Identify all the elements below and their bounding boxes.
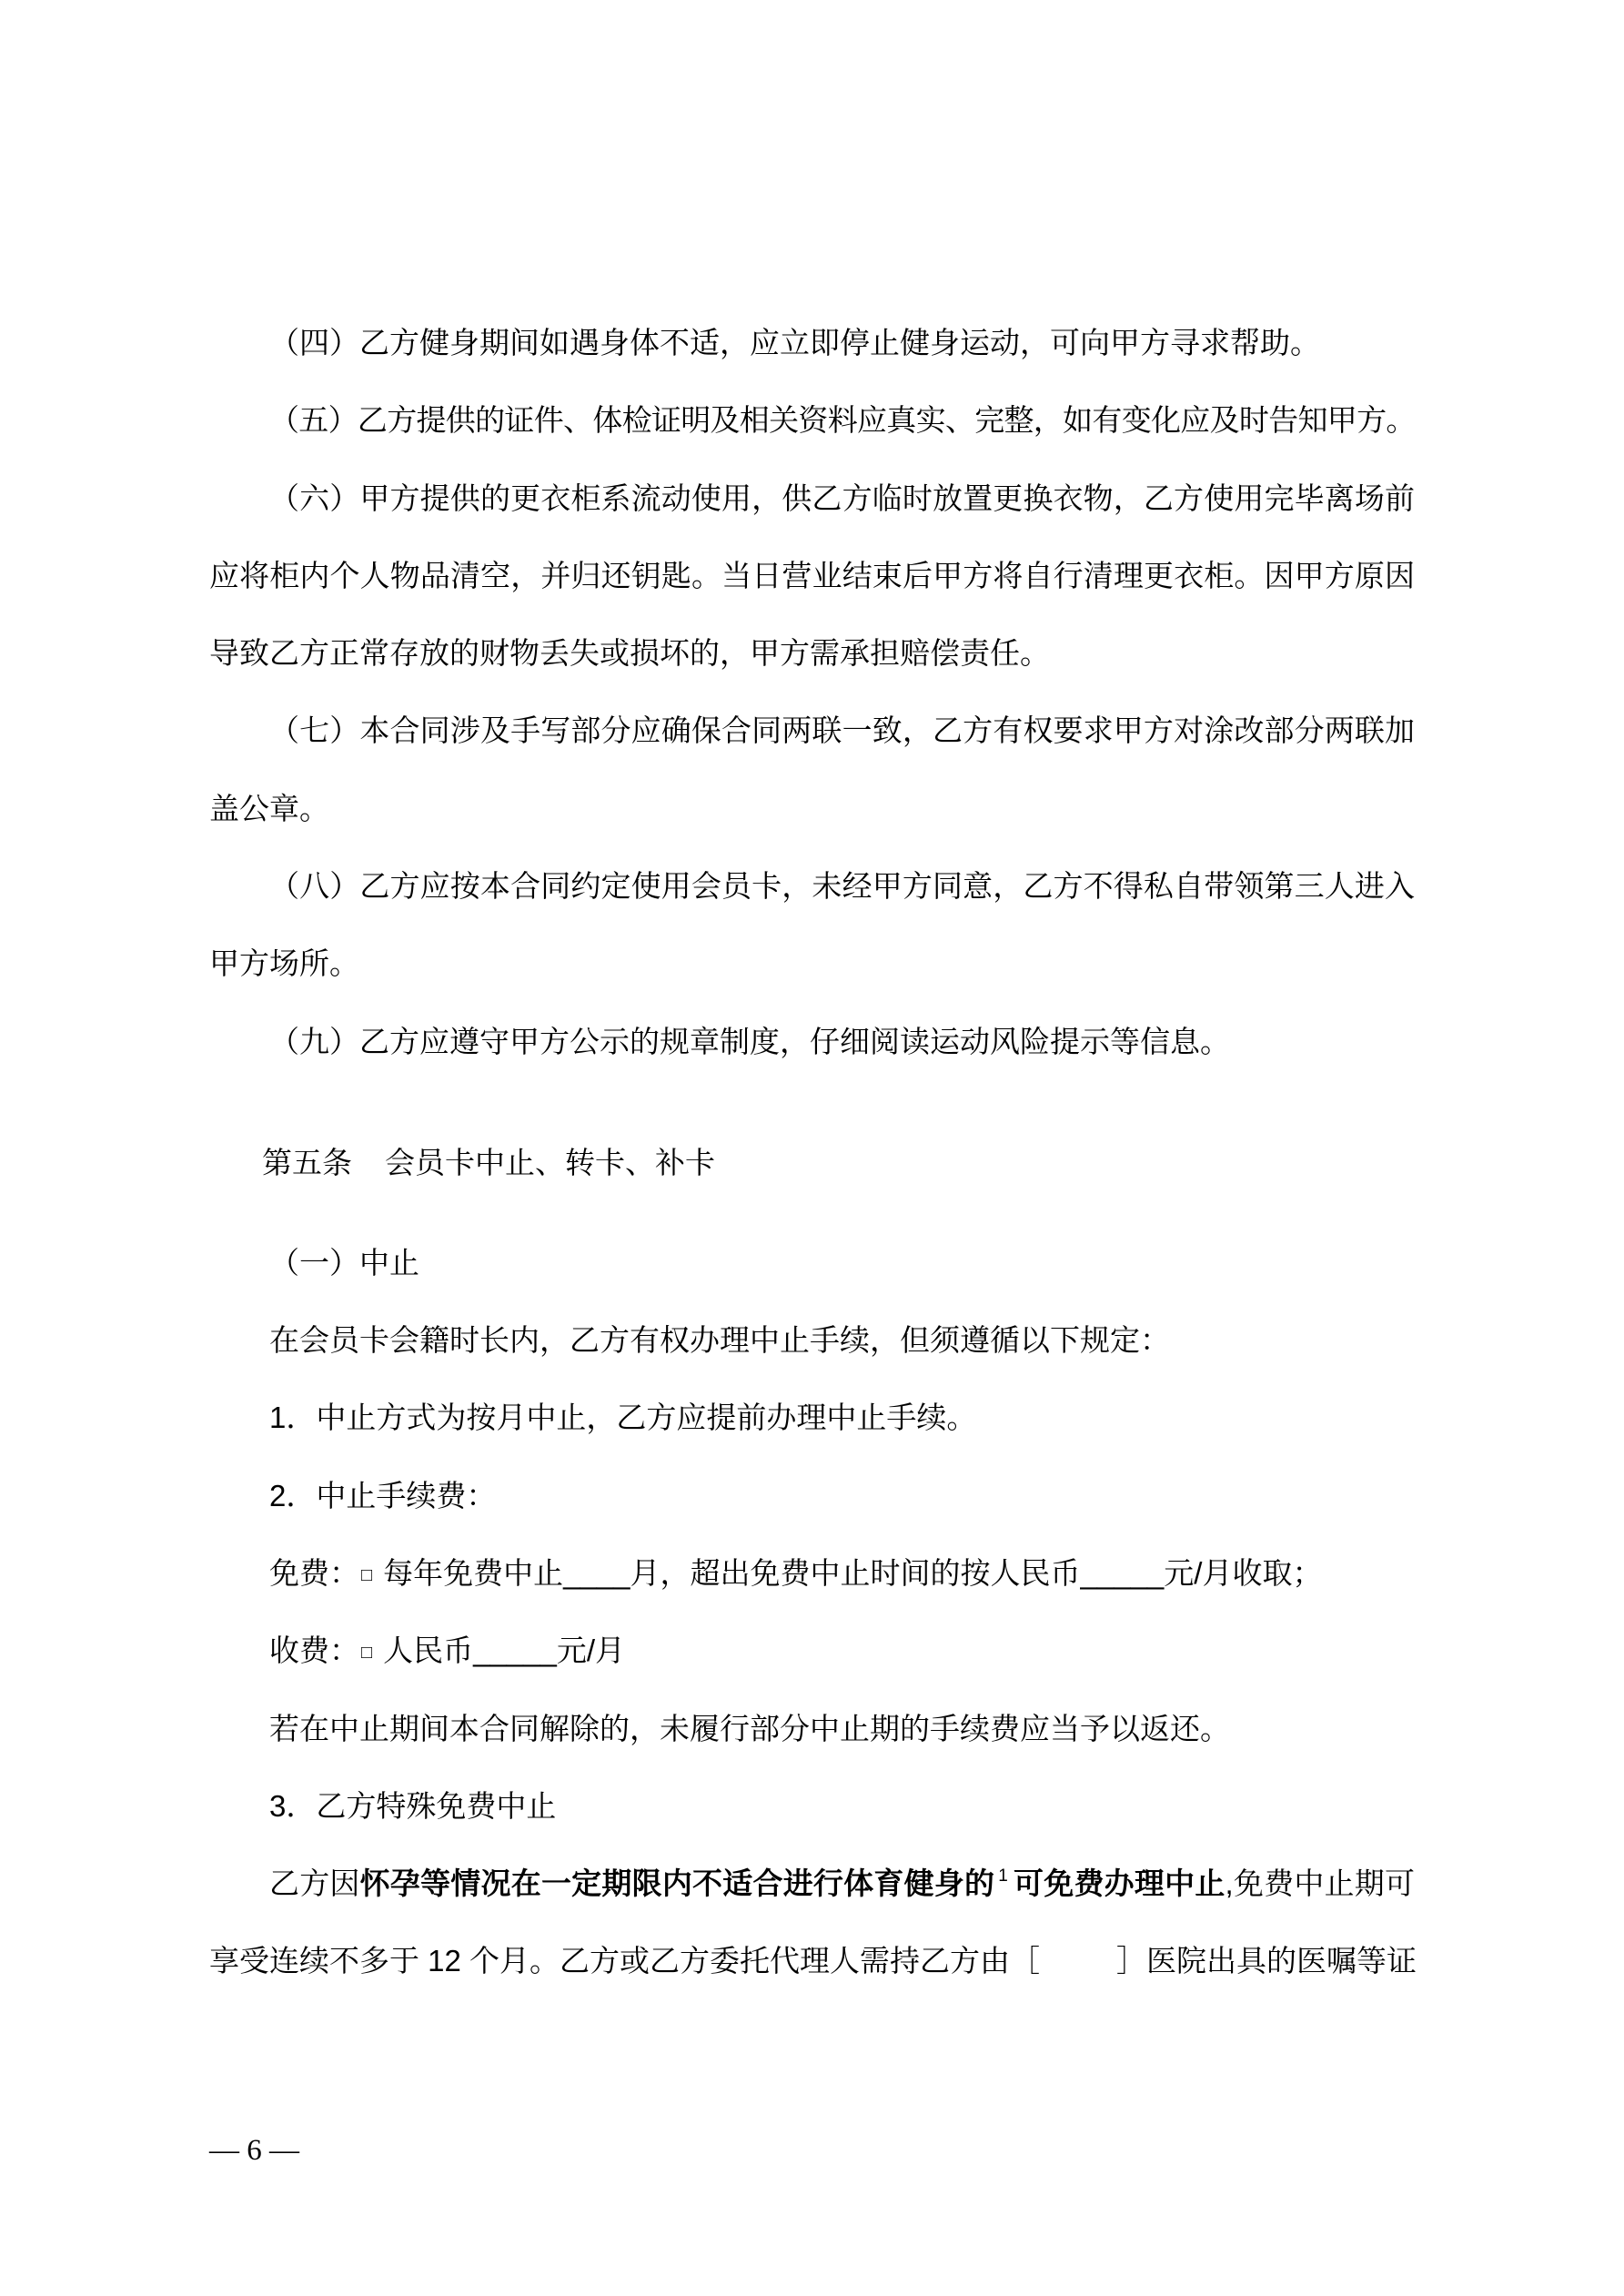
clause-5-line: （五）乙方提供的证件、体检证明及相关资料应真实、完整，如有变化应及时告知甲方。 xyxy=(269,403,1416,438)
fee-charged-text: 元/月 xyxy=(556,1633,626,1668)
free-months-blank[interactable]: ____ xyxy=(563,1555,630,1590)
special-suspension-line xyxy=(209,1845,1415,1922)
clause-6-line: 导致乙方正常存放的财物丢失或损坏的，甲方需承担赔偿责任。 xyxy=(209,636,1050,671)
article-number: 第五条 xyxy=(262,1145,352,1179)
fee-free-text: 元/月收取； xyxy=(1164,1555,1323,1590)
clause-7 xyxy=(209,692,1415,847)
footnote-reference: 1 xyxy=(998,1866,1008,1886)
clause-6-line: 应将柜内个人物品清空，并归还钥匙。当日营业结束后甲方将自行清理更衣柜。因甲方原因 xyxy=(209,558,1415,592)
clause-9-line: （九）乙方应遵守甲方公示的规章制度，仔细阅读运动风险提示等信息。 xyxy=(269,1024,1230,1058)
suspension-intro: 在会员卡会籍时长内，乙方有权办理中止手续，但须遵循以下规定： xyxy=(269,1323,1170,1358)
article-title: 会员卡中止、转卡、补卡 xyxy=(385,1145,715,1179)
clause-6 xyxy=(209,460,1415,693)
clause-7-line: （七）本合同涉及手写部分应确保合同两联一致，乙方有权要求甲方对涂改部分两联加 xyxy=(269,713,1415,748)
clause-5 xyxy=(209,381,1415,459)
item-number: 1． xyxy=(269,1401,317,1435)
special-text: ］医院出具的医嘱等证 xyxy=(1116,1944,1417,1978)
subsection-suspension-heading xyxy=(209,1224,1415,1301)
page-number: — 6 — xyxy=(209,2134,299,2167)
body-text xyxy=(209,304,1415,2000)
monthly-fee-blank[interactable]: _____ xyxy=(473,1633,557,1668)
clause-9 xyxy=(209,1003,1415,1080)
fee-charged-text: 人民币 xyxy=(383,1633,474,1668)
list-item-3 xyxy=(209,1767,1415,1845)
fee-free-text: 月，超出免费中止时间的按人民币 xyxy=(630,1555,1081,1590)
clause-7-line: 盖公章。 xyxy=(209,791,329,825)
special-lead-text: 乙方因 xyxy=(269,1866,360,1901)
clause-4 xyxy=(209,304,1415,381)
item-text: 乙方特殊免费中止 xyxy=(316,1788,557,1823)
article-5-heading xyxy=(209,1124,1415,1201)
fee-option-charged xyxy=(209,1612,1415,1689)
refund-note: 若在中止期间本合同解除的，未履行部分中止期的手续费应当予以返还。 xyxy=(269,1711,1230,1745)
fee-free-checkbox[interactable]: □ xyxy=(361,1564,373,1585)
item-text: 中止方式为按月中止，乙方应提前办理中止手续。 xyxy=(316,1401,977,1435)
subsection-title: 中止 xyxy=(359,1245,419,1279)
fee-option-free xyxy=(209,1534,1415,1612)
fee-charged-label: 收费： xyxy=(269,1633,359,1668)
clause-6-line: （六）甲方提供的更衣柜系流动使用，供乙方临时放置更换衣物，乙方使用完毕离场前 xyxy=(269,480,1415,515)
item-number: 3． xyxy=(269,1788,317,1823)
special-rest-text: ,免费中止期可 xyxy=(1225,1866,1416,1901)
clause-8 xyxy=(209,847,1415,1003)
fee-free-text: 每年免费中止 xyxy=(383,1555,564,1590)
special-bold-text: 可免费办理中止 xyxy=(1013,1866,1226,1901)
special-bold-text: 怀孕等情况在一定期限内不适合进行体育健身的 xyxy=(359,1866,995,1901)
clause-8-line: （八）乙方应按本合同约定使用会员卡，未经甲方同意，乙方不得私自带领第三人进入 xyxy=(269,869,1415,904)
fee-free-label: 免费： xyxy=(269,1555,359,1590)
item-number: 2． xyxy=(269,1478,317,1512)
special-suspension-paragraph xyxy=(209,1845,1415,2000)
special-suspension-line xyxy=(209,1922,1415,1999)
list-item-2 xyxy=(209,1457,1415,1534)
clause-8-line: 甲方场所。 xyxy=(209,946,359,981)
fee-charged-checkbox[interactable]: □ xyxy=(361,1643,373,1664)
clause-4-line: （四）乙方健身期间如遇身体不适，应立即停止健身运动，可向甲方寻求帮助。 xyxy=(269,326,1320,359)
special-text: 享受连续不多于 12 个月。乙方或乙方委托代理人需持乙方由［ xyxy=(209,1944,1041,1978)
excess-fee-blank[interactable]: _____ xyxy=(1080,1555,1165,1590)
list-item-1 xyxy=(209,1379,1415,1456)
item-text: 中止手续费： xyxy=(316,1478,497,1512)
subsection-label: （一） xyxy=(269,1245,359,1279)
